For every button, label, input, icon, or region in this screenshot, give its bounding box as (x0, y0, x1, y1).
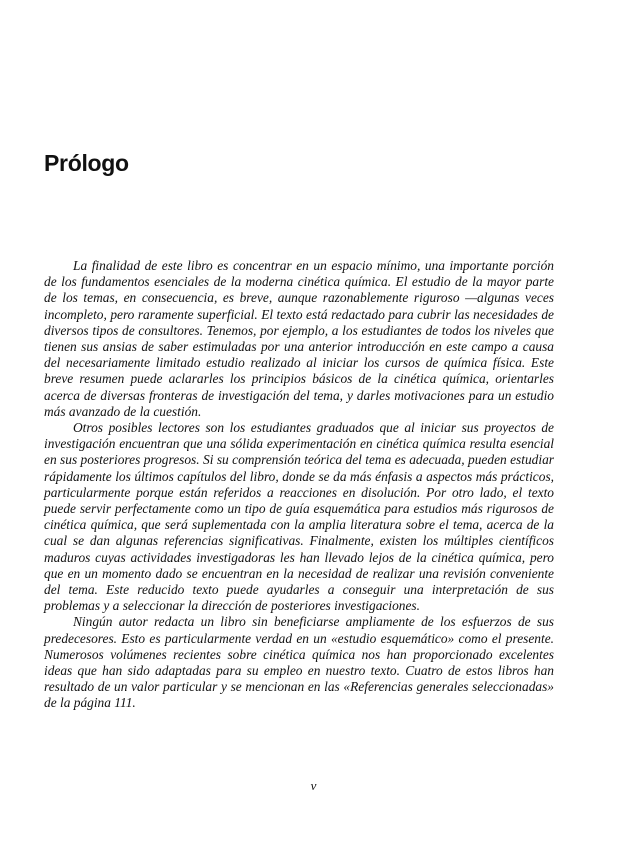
page-title: Prólogo (44, 150, 129, 176)
paragraph: La finalidad de este libro es concentrar en un espacio mínimo, una importante porción de los fundamentos esenciales de la moderna cinética química. El estudio de la mayor parte de los temas, en consecuencia, es breve, aunque razonablemente riguroso —algunas veces incompleto, pero raramente superficial. El texto está redactado para cubrir las necesidades de diversos tipos de consultores. Tenemos, por ejemplo, a los estudiantes de todos los niveles que tienen sus ansias de saber estimuladas por una anterior introducción en este campo a causa del necesariamente limitado estudio realizado al iniciar los cursos de química física. Este breve resumen puede aclararles los principios básicos de la cinética química, orientarles acerca de diversas fronteras de investigación del tema, y darles motivaciones para un estudio más avanzado de la cuestión. (44, 258, 554, 419)
prologue-body (44, 258, 554, 712)
paragraph: Ningún autor redacta un libro sin beneficiarse ampliamente de los esfuerzos de sus predecesores. Esto es particularmente verdad en un «estudio esquemático» como el presente. Numerosos volúmenes recientes sobre cinética química nos han proporcionado excelentes ideas que han sido adaptadas para su empleo en nuestro texto. Cuatro de estos libros han resultado de un valor particular y se mencionan en las «Referencias generales seleccionadas» de la página 111. (44, 614, 554, 711)
paragraph: Otros posibles lectores son los estudiantes graduados que al iniciar sus proyectos de investigación encuentran que una sólida experimentación en cinética química resulta esencial en sus posteriores progresos. Si su comprensión teórica del tema es adecuada, pueden estudiar rápidamente los últimos capítulos del libro, donde se da más énfasis a aspectos más prácticos, particularmente porque están referidos a reacciones en disolución. Por otro lado, el texto puede servir perfectamente como un tipo de guía esquemática para estudios más rigurosos de cinética química, que será suplementada con la amplia literatura sobre el tema, acerca de la cual se dan algunas referencias significativas. Finalmente, existen los múltiples científicos maduros cuyas actividades investigadoras les han llevado lejos de la cinética química, pero que en un momento dado se encuentran en la necesidad de realizar una revisión conveniente del tema. Este reducido texto puede ayudarles a conseguir una interpretación de sus problemas y a seleccionar la dirección de posteriores investigaciones. (44, 420, 554, 614)
page-number: v (310, 778, 317, 793)
